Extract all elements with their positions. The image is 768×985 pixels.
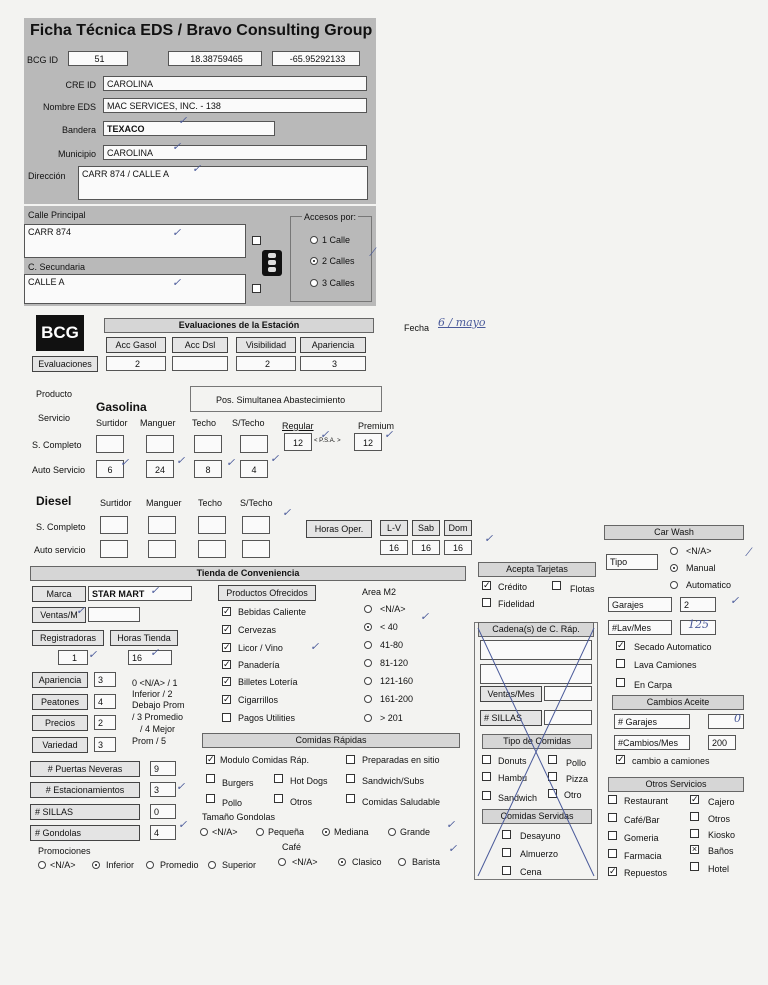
gas-sc-stecho[interactable] — [240, 435, 268, 453]
dsl-s-completo-label: S. Completo — [36, 522, 86, 532]
check-mark: ✓ — [320, 428, 330, 441]
dsl-as-surtidor[interactable] — [100, 540, 128, 558]
horas-tienda-field[interactable]: 16 — [128, 650, 172, 665]
check-mark: ✓ — [178, 114, 188, 127]
peatones-label: Peatones — [32, 694, 88, 710]
scale-line-6: Prom / 5 — [132, 736, 167, 746]
promo-na-radio[interactable] — [38, 861, 46, 869]
check-mark: ⁄ — [372, 246, 374, 259]
diesel-title: Diesel — [36, 494, 72, 508]
hambu-label: Hambu — [498, 773, 528, 783]
banos-checkbox[interactable]: × — [691, 844, 698, 854]
sandwich-tipo-label: Sandwich — [498, 793, 538, 803]
psa-label: < P.S.A. > — [314, 438, 341, 444]
scale-line-4: / 3 Promedio — [132, 712, 184, 722]
municipio-label: Municipio — [57, 149, 96, 159]
registradoras-field[interactable]: 1 — [58, 650, 88, 665]
pollo-label: Pollo — [222, 798, 243, 808]
check-mark: ✓ — [176, 780, 186, 793]
regular-value[interactable]: 12 — [284, 433, 312, 451]
producto-bebidas-checkbox[interactable]: ✓ — [223, 606, 231, 616]
calle-principal-label: Calle Principal — [28, 210, 86, 220]
carwash-na-radio[interactable] — [670, 547, 678, 555]
modulo-comidas-label: Modulo Comidas Ráp. — [220, 755, 310, 765]
accesos-3-label: 3 Calles — [322, 278, 355, 288]
fidelidad-checkbox[interactable] — [482, 598, 491, 607]
variedad-label: Variedad — [32, 737, 88, 753]
gas-techo-header: Techo — [192, 418, 217, 428]
producto-bebidas-label: Bebidas Caliente — [238, 607, 307, 617]
scale-line-1: 0 <N/A> / 1 — [132, 678, 178, 688]
dsl-techo-header: Techo — [198, 498, 223, 508]
dsl-surtidor-header: Surtidor — [100, 498, 132, 508]
ventas-field[interactable] — [88, 607, 140, 622]
marca-field[interactable]: STAR MART — [88, 586, 192, 601]
check-mark: ✓ — [176, 454, 186, 467]
producto-utilities-checkbox[interactable] — [222, 713, 231, 722]
gas-stecho-header: S/Techo — [232, 418, 265, 428]
nombre-field[interactable]: MAC SERVICES, INC. - 138 — [103, 98, 367, 113]
promo-na-label: <N/A> — [50, 860, 76, 870]
promo-inferior-label: Inferior — [106, 860, 135, 870]
hotel-checkbox[interactable] — [690, 862, 699, 871]
promo-promedio-radio[interactable] — [146, 861, 154, 869]
check-mark: ✓ — [226, 456, 236, 469]
burgers-label: Burgers — [222, 778, 254, 788]
marca-label: Marca — [32, 586, 86, 602]
evaluaciones-title: Evaluaciones de la Estación — [104, 318, 374, 333]
apariencia-header: Apariencia — [300, 337, 366, 353]
peatones-field[interactable]: 4 — [94, 694, 116, 709]
check-mark: ✓ — [88, 648, 98, 661]
dsl-auto-servicio-label: Auto servicio — [34, 545, 86, 555]
producto-licor-checkbox[interactable]: ✓ — [223, 642, 231, 652]
sillas-field[interactable]: 0 — [150, 804, 176, 819]
check-mark: ✓ — [172, 226, 182, 239]
comidas-title: Comidas Rápidas — [202, 733, 460, 748]
carwash-title: Car Wash — [604, 525, 744, 540]
check-mark: ✓ — [420, 610, 430, 623]
dsl-sc-techo[interactable] — [198, 516, 226, 534]
horas-tienda-label: Horas Tienda — [110, 630, 178, 646]
secado-checkbox[interactable]: ✓ — [617, 640, 625, 650]
dsl-manguer-header: Manguer — [146, 498, 182, 508]
area-na-radio[interactable] — [364, 605, 372, 613]
credito-label: Crédito — [498, 582, 528, 592]
ventas-label: Ventas/M — [32, 607, 86, 623]
visibilidad-header: Visibilidad — [236, 337, 296, 353]
productos-title: Productos Ofrecidos — [218, 585, 316, 601]
producto-loteria-checkbox[interactable]: ✓ — [223, 676, 231, 686]
bandera-field[interactable]: TEXACO — [103, 121, 275, 136]
gas-sc-manguer[interactable] — [146, 435, 174, 453]
gas-as-stecho[interactable]: 4 — [240, 460, 268, 478]
horas-dom[interactable]: 16 — [444, 540, 472, 555]
horas-lv[interactable]: 16 — [380, 540, 408, 555]
gas-auto-servicio-label: Auto Servicio — [32, 465, 86, 475]
producto-cervezas-label: Cervezas — [238, 625, 277, 635]
cadenas-title: Cadena(s) de C. Ráp. — [478, 622, 594, 637]
tamano-grande-label: Grande — [400, 827, 431, 837]
otros-comida-checkbox[interactable] — [274, 794, 283, 803]
calle-secundaria-checkbox[interactable] — [252, 284, 261, 293]
evaluaciones-button[interactable]: Evaluaciones — [32, 356, 98, 372]
area-81-120-label: 81-120 — [380, 658, 409, 668]
calle-principal-checkbox[interactable] — [252, 236, 261, 245]
premium-value[interactable]: 12 — [354, 433, 382, 451]
producto-loteria-label: Billetes Lotería — [238, 677, 298, 687]
accesos-1-radio[interactable] — [310, 236, 318, 244]
tarjetas-title: Acepta Tarjetas — [478, 562, 596, 577]
check-mark: ✓ — [730, 594, 740, 607]
check-mark: ✓ — [446, 818, 456, 831]
estacionamientos-label: # Estacionamientos — [30, 782, 140, 798]
lavmes-value: 125 — [688, 618, 709, 631]
lava-camiones-label: Lava Camiones — [634, 660, 697, 670]
calle-secundaria-label: C. Secundaria — [28, 262, 86, 272]
bandera-label: Bandera — [61, 125, 96, 135]
pollo-checkbox[interactable] — [206, 794, 215, 803]
dsl-sc-stecho[interactable] — [242, 516, 270, 534]
check-mark: ✓ — [172, 276, 182, 289]
desayuno-label: Desayuno — [520, 831, 561, 841]
pollo-tipo-label: Pollo — [566, 758, 587, 768]
gomeria-checkbox[interactable] — [608, 831, 617, 840]
puertas-field[interactable]: 9 — [150, 761, 176, 776]
cafe-label: Café — [282, 842, 302, 852]
almuerzo-label: Almuerzo — [520, 849, 559, 859]
area-41-80-radio[interactable] — [364, 641, 372, 649]
check-mark: ✓ — [150, 646, 160, 659]
check-mark: ✓ — [270, 452, 280, 465]
tamano-grande-radio[interactable] — [388, 828, 396, 836]
aceite-garajes-label: # Garajes — [614, 714, 690, 729]
gas-as-techo[interactable]: 8 — [194, 460, 222, 478]
cadena-sillas-label: # SILLAS — [480, 710, 542, 726]
precios-field[interactable]: 2 — [94, 715, 116, 730]
pizza-label: Pizza — [566, 774, 589, 784]
gondolas-label: # Gondolas — [30, 825, 140, 841]
carwash-garajes-field[interactable]: 2 — [680, 597, 716, 612]
nombre-label: Nombre EDS — [42, 102, 96, 112]
otros-servicio-checkbox[interactable] — [690, 812, 699, 821]
saludable-label: Comidas Saludable — [362, 797, 441, 807]
variedad-field[interactable]: 3 — [94, 737, 116, 752]
sab-header: Sab — [412, 520, 440, 536]
direccion-label: Dirección — [28, 171, 66, 181]
carwash-auto-radio[interactable] — [670, 581, 678, 589]
area-label: Area M2 — [362, 587, 397, 597]
cafebar-label: Café/Bar — [624, 815, 660, 825]
cafe-clasico-radio[interactable] — [338, 858, 346, 866]
flotas-checkbox[interactable] — [552, 581, 561, 590]
cafe-na-label: <N/A> — [292, 857, 318, 867]
cafe-barista-radio[interactable] — [398, 858, 406, 866]
check-mark: ✓ — [484, 532, 494, 545]
promo-superior-radio[interactable] — [208, 861, 216, 869]
gasolina-title: Gasolina — [96, 400, 147, 414]
check-mark: ✓ — [76, 604, 86, 617]
sandwich-label: Sandwich/Subs — [362, 776, 425, 786]
check-mark: ✓ — [310, 640, 320, 653]
credito-checkbox[interactable]: ✓ — [483, 580, 491, 590]
gas-sc-surtidor[interactable] — [96, 435, 124, 453]
kiosko-checkbox[interactable] — [690, 829, 699, 838]
sillas-label: # SILLAS — [30, 804, 140, 820]
servidas-title: Comidas Servidas — [482, 809, 592, 824]
scale-line-2: Inferior / 2 — [132, 689, 173, 699]
otros-servicio-label: Otros — [708, 814, 731, 824]
producto-label: Producto — [36, 389, 73, 399]
accesos-label: Accesos por: — [304, 212, 357, 222]
gas-as-surtidor[interactable]: 6 — [96, 460, 124, 478]
burgers-checkbox[interactable] — [206, 774, 215, 783]
producto-utilities-label: Pagos Utilities — [238, 713, 296, 723]
hotdogs-label: Hot Dogs — [290, 776, 328, 786]
form-title: Ficha Técnica EDS / Bravo Consulting Group — [24, 18, 376, 44]
pos-simultanea-label: Pos. Simultanea Abastecimiento — [216, 395, 346, 405]
municipio-field[interactable]: CAROLINA — [103, 145, 367, 160]
gomeria-label: Gomeria — [624, 833, 659, 843]
fecha-label: Fecha — [404, 323, 430, 333]
fecha-value[interactable]: 6 / mayo — [438, 316, 486, 329]
area-na-label: <N/A> — [380, 604, 406, 614]
farmacia-checkbox[interactable] — [608, 849, 617, 858]
promo-inferior-radio[interactable] — [92, 861, 100, 869]
check-mark: ✓ — [282, 506, 292, 519]
ventas-mes-label: Ventas/Mes — [480, 686, 542, 702]
aceite-garajes-value: 0 — [734, 712, 741, 725]
visibilidad-value[interactable]: 2 — [236, 356, 296, 371]
kiosko-label: Kiosko — [708, 830, 736, 840]
longitude-field[interactable]: -65.95292133 — [272, 51, 360, 66]
producto-cigarrillos-label: Cigarrillos — [238, 695, 279, 705]
modulo-comidas-checkbox[interactable]: ✓ — [207, 754, 215, 764]
fidelidad-label: Fidelidad — [498, 599, 535, 609]
preparadas-label: Preparadas en sitio — [362, 755, 440, 765]
donuts-label: Donuts — [498, 756, 527, 766]
acc-dsl-value[interactable] — [172, 356, 228, 371]
carwash-manual-label: Manual — [686, 563, 716, 573]
tamano-label: Tamaño Gondolas — [202, 812, 276, 822]
puertas-label: # Puertas Neveras — [30, 761, 140, 777]
latitude-field[interactable]: 18.38759465 — [168, 51, 262, 66]
dsl-stecho-header: S/Techo — [240, 498, 273, 508]
area-161-200-label: 161-200 — [380, 694, 414, 704]
otros-comida-label: Otros — [290, 797, 313, 807]
dom-header: Dom — [444, 520, 472, 536]
cajero-label: Cajero — [708, 797, 735, 807]
tamano-pequena-radio[interactable] — [256, 828, 264, 836]
cre-id-field[interactable]: CAROLINA — [103, 76, 367, 91]
check-mark: ✓ — [150, 584, 160, 597]
check-mark: ✓ — [384, 428, 394, 441]
producto-cigarrillos-checkbox[interactable]: ✓ — [223, 694, 231, 704]
carwash-manual-radio[interactable] — [670, 564, 678, 572]
cambios-label: #Cambios/Mes — [614, 735, 690, 750]
secado-label: Secado Automatico — [634, 642, 712, 652]
hotdogs-checkbox[interactable] — [274, 774, 283, 783]
acc-dsl-header: Acc Dsl — [172, 337, 228, 353]
cafe-clasico-label: Clasico — [352, 857, 382, 867]
sandwich-checkbox[interactable] — [346, 774, 355, 783]
producto-licor-label: Licor / Vino — [238, 643, 283, 653]
check-mark: ✓ — [172, 140, 182, 153]
restaurant-checkbox[interactable] — [608, 795, 617, 804]
horas-sab[interactable]: 16 — [412, 540, 440, 555]
cambio-camiones-label: cambio a camiones — [632, 756, 710, 766]
gas-as-manguer[interactable]: 24 — [146, 460, 174, 478]
farmacia-label: Farmacia — [624, 851, 662, 861]
en-carpa-checkbox[interactable] — [616, 678, 625, 687]
calle-principal-field[interactable]: CARR 874 — [24, 224, 246, 258]
tamano-mediana-radio[interactable] — [322, 828, 330, 836]
producto-panaderia-checkbox[interactable]: ✓ — [223, 659, 231, 669]
tamano-na-label: <N/A> — [212, 827, 238, 837]
gas-surtidor-header: Surtidor — [96, 418, 128, 428]
cajero-checkbox[interactable]: ✓ — [691, 794, 699, 804]
area-41-80-label: 41-80 — [380, 640, 404, 650]
area-lt40-radio[interactable] — [364, 623, 372, 631]
area-gt201-label: > 201 — [380, 713, 403, 723]
aceite-title: Cambios Aceite — [612, 695, 744, 710]
otros-title: Otros Servicios — [608, 777, 744, 792]
check-mark: ✓ — [120, 456, 130, 469]
scale-line-3: Debajo Prom — [132, 700, 185, 710]
check-mark: ✓ — [448, 842, 458, 855]
area-lt40-label: < 40 — [380, 622, 398, 632]
cross-out-mark — [474, 624, 598, 880]
gondolas-field[interactable]: 4 — [150, 825, 176, 840]
tipo-comidas-title: Tipo de Comidas — [482, 734, 592, 749]
carwash-garajes-label: Garajes — [608, 597, 672, 612]
area-161-200-radio[interactable] — [364, 695, 372, 703]
lv-header: L-V — [380, 520, 408, 536]
apariencia-label: Apariencia — [32, 672, 88, 688]
tamano-pequena-label: Pequeña — [268, 827, 305, 837]
saludable-checkbox[interactable] — [346, 794, 355, 803]
gas-sc-techo[interactable] — [194, 435, 222, 453]
acc-gasol-header: Acc Gasol — [106, 337, 166, 353]
producto-panaderia-label: Panadería — [238, 660, 280, 670]
gas-manguer-header: Manguer — [140, 418, 176, 428]
carwash-tipo-label: Tipo — [606, 554, 658, 570]
cafe-na-radio[interactable] — [278, 858, 286, 866]
dsl-as-stecho[interactable] — [242, 540, 270, 558]
cre-id-label: CRE ID — [65, 80, 96, 90]
flotas-label: Flotas — [570, 584, 595, 594]
producto-cervezas-checkbox[interactable]: ✓ — [223, 624, 231, 634]
registradoras-label: Registradoras — [32, 630, 104, 646]
cafebar-checkbox[interactable] — [608, 813, 617, 822]
regular-label: Regular — [282, 421, 314, 431]
accesos-3-radio[interactable] — [310, 279, 318, 287]
bcg-id-label: BCG ID — [27, 55, 59, 65]
hotel-label: Hotel — [708, 864, 730, 874]
precios-label: Precios — [32, 715, 88, 731]
bcg-logo: BCG — [36, 315, 84, 351]
gas-s-completo-label: S. Completo — [32, 440, 82, 450]
lava-camiones-checkbox[interactable] — [616, 659, 625, 668]
cambios-field[interactable]: 200 — [708, 735, 736, 750]
promo-superior-label: Superior — [222, 860, 257, 870]
promo-promedio-label: Promedio — [160, 860, 199, 870]
dsl-sc-manguer[interactable] — [148, 516, 176, 534]
banos-label: Baños — [708, 846, 734, 856]
area-gt201-radio[interactable] — [364, 714, 372, 722]
check-mark: ⁄ — [748, 546, 750, 559]
accesos-2-label: 2 Calles — [322, 256, 355, 266]
area-121-160-radio[interactable] — [364, 677, 372, 685]
dsl-as-manguer[interactable] — [148, 540, 176, 558]
carwash-auto-label: Automatico — [686, 580, 732, 590]
tamano-mediana-label: Mediana — [334, 827, 369, 837]
restaurant-label: Restaurant — [624, 796, 669, 806]
premium-label: Premium — [358, 421, 395, 431]
calle-secundaria-field[interactable]: CALLE A — [24, 274, 246, 304]
cambio-camiones-checkbox[interactable]: ✓ — [617, 754, 625, 764]
repuestos-label: Repuestos — [624, 868, 668, 878]
area-121-160-label: 121-160 — [380, 676, 414, 686]
accesos-2-radio[interactable] — [310, 257, 318, 265]
area-81-120-radio[interactable] — [364, 659, 372, 667]
servicio-label: Servicio — [38, 413, 71, 423]
traffic-light-icon — [262, 250, 282, 276]
scale-line-5: / 4 Mejor — [140, 724, 176, 734]
direccion-field[interactable]: CARR 874 / CALLE A — [78, 166, 368, 200]
accesos-1-label: 1 Calle — [322, 235, 351, 245]
otro-tipo-label: Otro — [564, 790, 582, 800]
cena-label: Cena — [520, 867, 542, 877]
tamano-na-radio[interactable] — [200, 828, 208, 836]
cafe-barista-label: Barista — [412, 857, 441, 867]
lavmes-label: #Lav/Mes — [608, 620, 672, 635]
repuestos-checkbox[interactable]: ✓ — [609, 866, 617, 876]
horas-oper-button[interactable]: Horas Oper. — [306, 520, 372, 538]
carwash-na-label: <N/A> — [686, 546, 712, 556]
apariencia-field[interactable]: 3 — [94, 672, 116, 687]
promociones-label: Promociones — [38, 846, 91, 856]
check-mark: ✓ — [192, 162, 202, 175]
dsl-sc-surtidor[interactable] — [100, 516, 128, 534]
acc-gasol-value[interactable]: 2 — [106, 356, 166, 371]
bcg-id-field[interactable]: 51 — [68, 51, 128, 66]
preparadas-checkbox[interactable] — [346, 755, 355, 764]
apariencia-value[interactable]: 3 — [300, 356, 366, 371]
dsl-as-techo[interactable] — [198, 540, 226, 558]
tienda-title: Tienda de Conveniencia — [30, 566, 466, 581]
check-mark: ✓ — [178, 818, 188, 831]
en-carpa-label: En Carpa — [634, 680, 673, 690]
estacionamientos-field[interactable]: 3 — [150, 782, 176, 797]
